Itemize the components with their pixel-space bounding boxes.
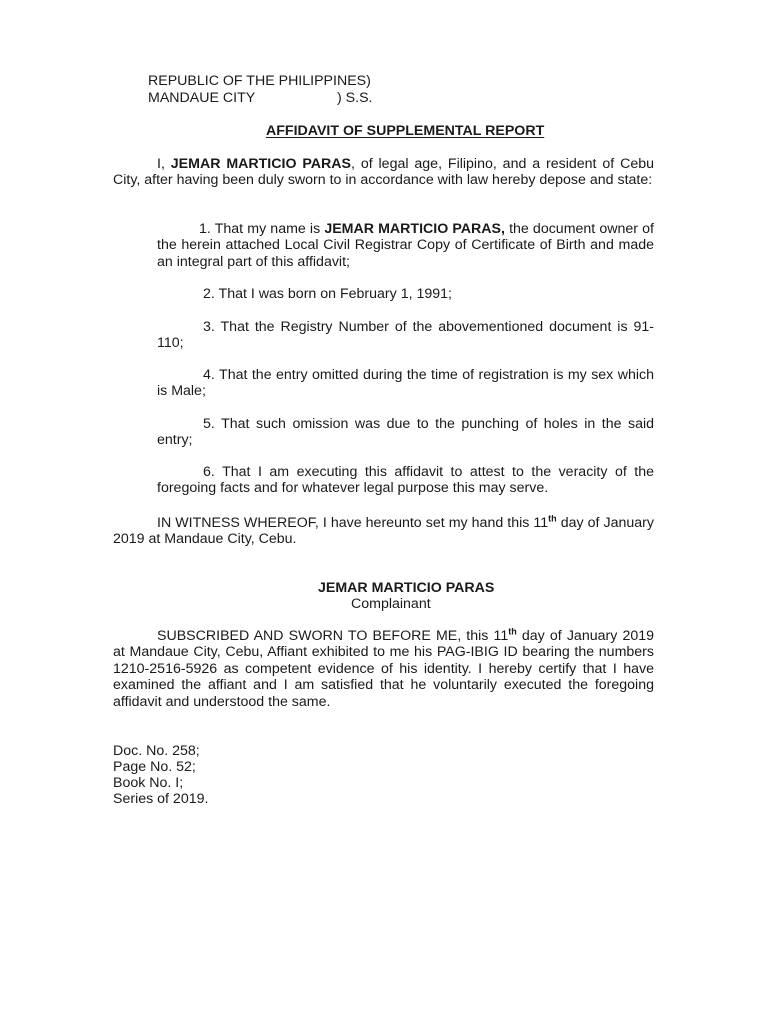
item-text: the document owner of the herein attached Local Civil Registrar Copy of Certificate of Birth and made an integral part of this affidavit; <box>157 221 654 270</box>
item-text: That I am executing this affidavit to attest to the veracity of the foregoing facts and for whatever legal purpose this may serve. <box>157 464 655 497</box>
notarial-book-no: Book No. I; <box>113 775 184 791</box>
caption-republic <box>148 73 371 89</box>
jurat-pre: SUBSCRIBED AND SWORN TO BEFORE ME, this 11 <box>157 628 509 644</box>
witness-paragraph <box>113 515 654 548</box>
caption-line1: REPUBLIC OF THE PHILIPPINES) <box>148 73 371 89</box>
item-6 <box>157 464 654 497</box>
caption-ss-text: ) S.S. <box>337 90 373 106</box>
intro-name: JEMAR MARTICIO PARAS <box>170 156 351 172</box>
signatory-name: JEMAR MARTICIO PARAS <box>318 580 495 596</box>
item-number: 3. <box>203 319 215 335</box>
notarial-page-no: Page No. 52; <box>113 759 196 775</box>
item-1 <box>157 221 654 270</box>
notarial-series: Series of 2019. <box>113 791 209 807</box>
intro-rest: , of legal age, Filipino, and a resident of Cebu City, after having been duly sworn to in accordance with law hereby depose and state: <box>113 156 655 189</box>
item-4 <box>157 367 654 400</box>
signatory-role: Complainant <box>351 596 431 612</box>
item-number: 6. <box>203 464 215 480</box>
caption-city: MANDAUE CITY <box>148 90 256 106</box>
item-name: JEMAR MARTICIO PARAS, <box>324 221 505 237</box>
intro-paragraph <box>113 156 654 189</box>
item-text: That I was born on February 1, 1991; <box>218 286 452 302</box>
item-2 <box>157 286 654 302</box>
item-number: 4. <box>203 367 215 383</box>
item-text: That such omission was due to the punching of holes in the said entry; <box>157 416 654 449</box>
witness-pre: IN WITNESS WHEREOF, I have hereunto set my hand this 11 <box>157 515 549 531</box>
witness-post: day of January 2019 at Mandaue City, Cebu. <box>113 515 654 548</box>
notarial-doc-no: Doc. No. 258; <box>113 743 200 759</box>
item-3 <box>157 319 654 352</box>
item-text: That the entry omitted during the time of registration is my sex which is Male; <box>157 367 654 400</box>
jurat-paragraph <box>113 628 654 710</box>
item-5 <box>157 416 654 449</box>
jurat-post: day of January 2019 at Mandaue City, Cebu, Affiant exhibited to me his PAG-IBIG ID bearing the numbers 1210-2516-5926 as competent evidence of his identity. I hereby certify that I have examined the affiant and I am satisfied that he voluntarily executed the foregoing affidavit and understood the same. <box>113 628 655 710</box>
document-title: AFFIDAVIT OF SUPPLEMENTAL REPORT <box>266 123 545 139</box>
caption-ss <box>337 90 372 106</box>
intro-prefix: I, <box>157 156 171 172</box>
item-text-pre: That my name is <box>214 221 325 237</box>
item-number: 1. <box>199 221 211 237</box>
witness-ordinal: th <box>548 513 557 524</box>
item-text: That the Registry Number of the abovementioned document is 91-110; <box>157 319 654 352</box>
item-number: 2. <box>203 286 215 302</box>
caption-city-line <box>148 90 255 106</box>
item-number: 5. <box>203 416 215 432</box>
jurat-ordinal: th <box>508 626 517 637</box>
